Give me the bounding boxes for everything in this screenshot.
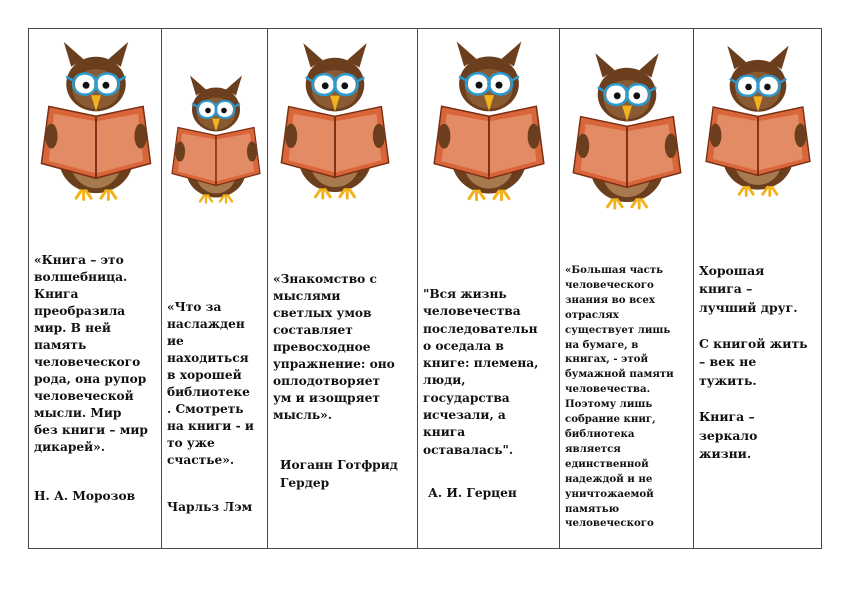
bookmark-2 xyxy=(162,28,268,549)
bookmark-6 xyxy=(694,28,822,549)
owl-reading-book-icon xyxy=(34,39,158,201)
quote-author: Иоганн Готфрид Гердер xyxy=(280,458,398,490)
owl-reading-book-icon xyxy=(566,49,688,211)
quote-author: Чарльз Лэм xyxy=(167,500,253,514)
bookmark-1 xyxy=(28,28,162,549)
owl-reading-book-icon xyxy=(274,39,396,201)
quote-text: «Книга – это волшебница. Книга преобразила мир. В ней память человеческого рода, она рупор человеческой мысли. Мир без книги – мир дикарей». xyxy=(34,253,148,454)
quote-text: "Вся жизнь человечества последовательн о оседала в книге: племена, люди, государства исчезали, а книга оставалась". xyxy=(423,287,539,457)
quote-author: Н. А. Морозов xyxy=(34,489,136,503)
quote-text: «Что за наслажден ие находиться в хорошей библиотеке . Смотреть на книги - и то уже счастье». xyxy=(167,300,254,467)
bookmarks-sheet xyxy=(28,28,822,549)
quote-text: «Знакомство с мыслями светлых умов составляет превосходное упражнение: оно оплодотворяет ум и изощряет мысль». xyxy=(273,272,395,422)
quote-text: Хорошая книга – лучший друг. С книгой жить – век не тужить. Книга – зеркало жизни. xyxy=(699,263,808,461)
bookmark-5 xyxy=(560,28,694,549)
owl-reading-book-icon xyxy=(424,39,554,201)
quote-author: А. И. Герцен xyxy=(428,486,517,500)
owl-reading-book-icon xyxy=(166,56,266,221)
owl-reading-book-icon xyxy=(699,39,817,201)
bookmark-3 xyxy=(268,28,418,549)
quote-text: «Большая часть человеческого знания во всех отраслях существует лишь на бумаге, в книгах, - этой бумажной памяти человечества. Поэтому лишь собрание книг, библиотека является единственной надеждой и не уничтожаемой памятью человеческого xyxy=(565,264,674,530)
bookmark-4 xyxy=(418,28,560,549)
